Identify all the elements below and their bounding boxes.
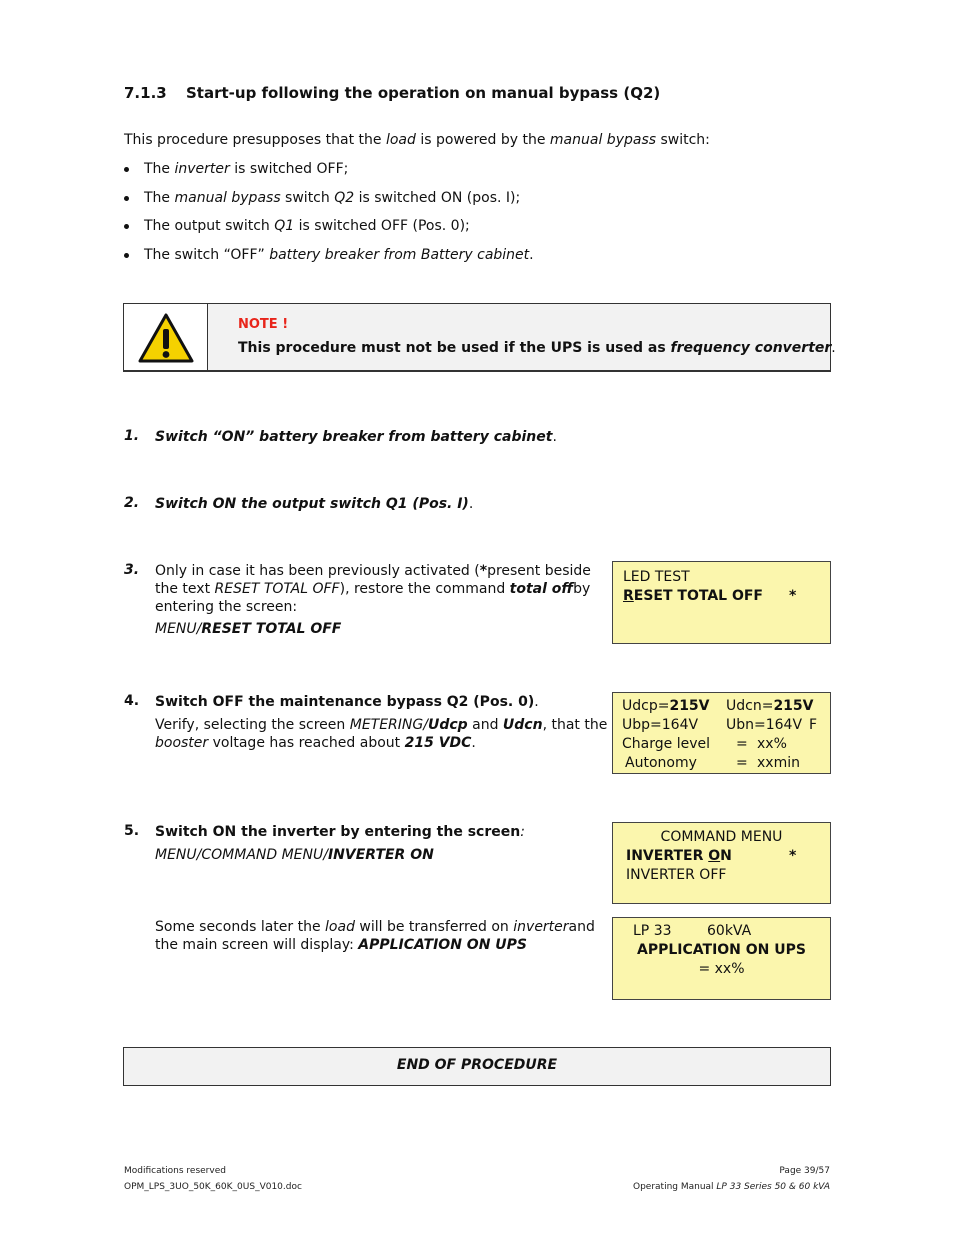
note-text: This procedure must not be used if the UPS is used as frequency converter. [238,340,836,356]
step-3-line: the text RESET TOTAL OFF), restore the command total off by [155,581,591,597]
note-icon-cell [124,304,208,370]
lcd-star: * [789,588,797,604]
intro-load: load [385,132,416,148]
step-5-title: Switch ON the inverter by entering the screen: [155,824,525,840]
lcd-row: INVERTER ON [626,848,732,864]
bullet-dot [124,253,129,258]
intro-text: is powered by the [415,132,550,148]
intro-paragraph [124,131,710,149]
lcd-row: Ubp=164V [622,717,699,733]
intro-manual-bypass: manual bypass [549,132,657,148]
note-label: NOTE ! [238,317,289,332]
step-5-line: the main screen will display: APPLICATION ON UPS [155,937,527,953]
bullet-dot [124,196,129,201]
lcd-title: COMMAND MENU [660,829,783,845]
step-4-line: Verify, selecting the screen METERING/Udcp and Udcn , that the [155,717,608,733]
step-4-line: booster voltage has reached about 215 VDC. [155,735,476,751]
footer-left-2: OPM_LPS_3UO_50K_60K_0US_V010.doc [124,1182,302,1192]
step-5-line: Some seconds later the load will be transferred on inverter and [155,919,595,935]
lcd-star: * [789,848,797,864]
lcd-screen-metering [612,692,831,774]
lcd-row: Ubn=164V [726,717,803,733]
bullet-item: The output switch Q1 is switched OFF (Pos. 0); [144,218,470,234]
lcd-row: LP 33 [633,923,672,939]
step-number: 5. [124,823,140,839]
step-number: 3. [124,562,140,578]
bullet-item: The manual bypass switch Q2 is switched ON (pos. I); [144,190,521,206]
step-number: 4. [124,693,140,709]
step-2-text: Switch ON the output switch Q1 (Pos. I). [155,496,474,512]
end-of-procedure-box [123,1047,831,1086]
step-1-text: Switch “ON” battery breaker from battery cabinet. [155,429,557,445]
lcd-row: = xx% [698,961,745,977]
intro-text: switch: [656,132,710,148]
note-text-cell [208,304,836,370]
step-4-title: Switch OFF the maintenance bypass Q2 (Pos. 0). [155,694,539,710]
footer-page: Page 39/57 [779,1166,830,1176]
lcd-status: APPLICATION ON UPS [637,942,806,958]
lcd-row: Udcn=215V [726,698,814,714]
lcd-row: INVERTER OFF [626,867,727,883]
step-number: 1. [124,428,140,444]
step-3-path: MENU/RESET TOTAL OFF [155,621,342,637]
footer-manual: Operating Manual LP 33 Series 50 & 60 kVA [633,1182,830,1192]
step-number: 2. [124,495,140,511]
lcd-screen-command-menu [612,822,831,904]
lcd-row: xx% [757,736,787,752]
step-3-line: entering the screen: [155,599,298,615]
step-5-after [155,918,595,954]
lcd-row: Autonomy [625,755,697,771]
intro-text: This procedure presupposes that the [124,132,386,148]
bullet-item: The inverter is switched OFF; [144,161,349,177]
footer-left-1: Modifications reserved [124,1166,226,1176]
lcd-row: = [736,736,748,752]
lcd-screen-main [612,917,831,1000]
bullet-dot [124,224,129,229]
lcd-row: xxmin [757,755,800,771]
step-3-line: Only in case it has been previously activated (* present beside [155,563,591,579]
lcd-row: RESET TOTAL OFF [623,588,763,604]
section-number: 7.1.3 [124,84,167,102]
lcd-row: 60kVA [707,923,752,939]
lcd-screen-reset [612,561,831,644]
lcd-row: Udcp=215V [622,698,710,714]
lcd-flag: F [809,717,818,733]
lcd-row: LED TEST [623,569,690,585]
step-5-path: MENU/COMMAND MENU/INVERTER ON [155,847,434,863]
bullet-dot [124,167,129,172]
section-heading [124,84,661,102]
note-box [123,303,836,372]
lcd-row: = [736,755,748,771]
section-title: Start-up following the operation on manual bypass (Q2) [186,84,661,102]
bullet-item: The switch “OFF” battery breaker from Battery cabinet. [144,247,534,263]
step-4-text [155,693,608,752]
step-3-text [155,562,591,638]
warning-icon [136,311,196,365]
end-of-procedure-text: END OF PROCEDURE [396,1057,558,1073]
lcd-row: Charge level [622,736,710,752]
